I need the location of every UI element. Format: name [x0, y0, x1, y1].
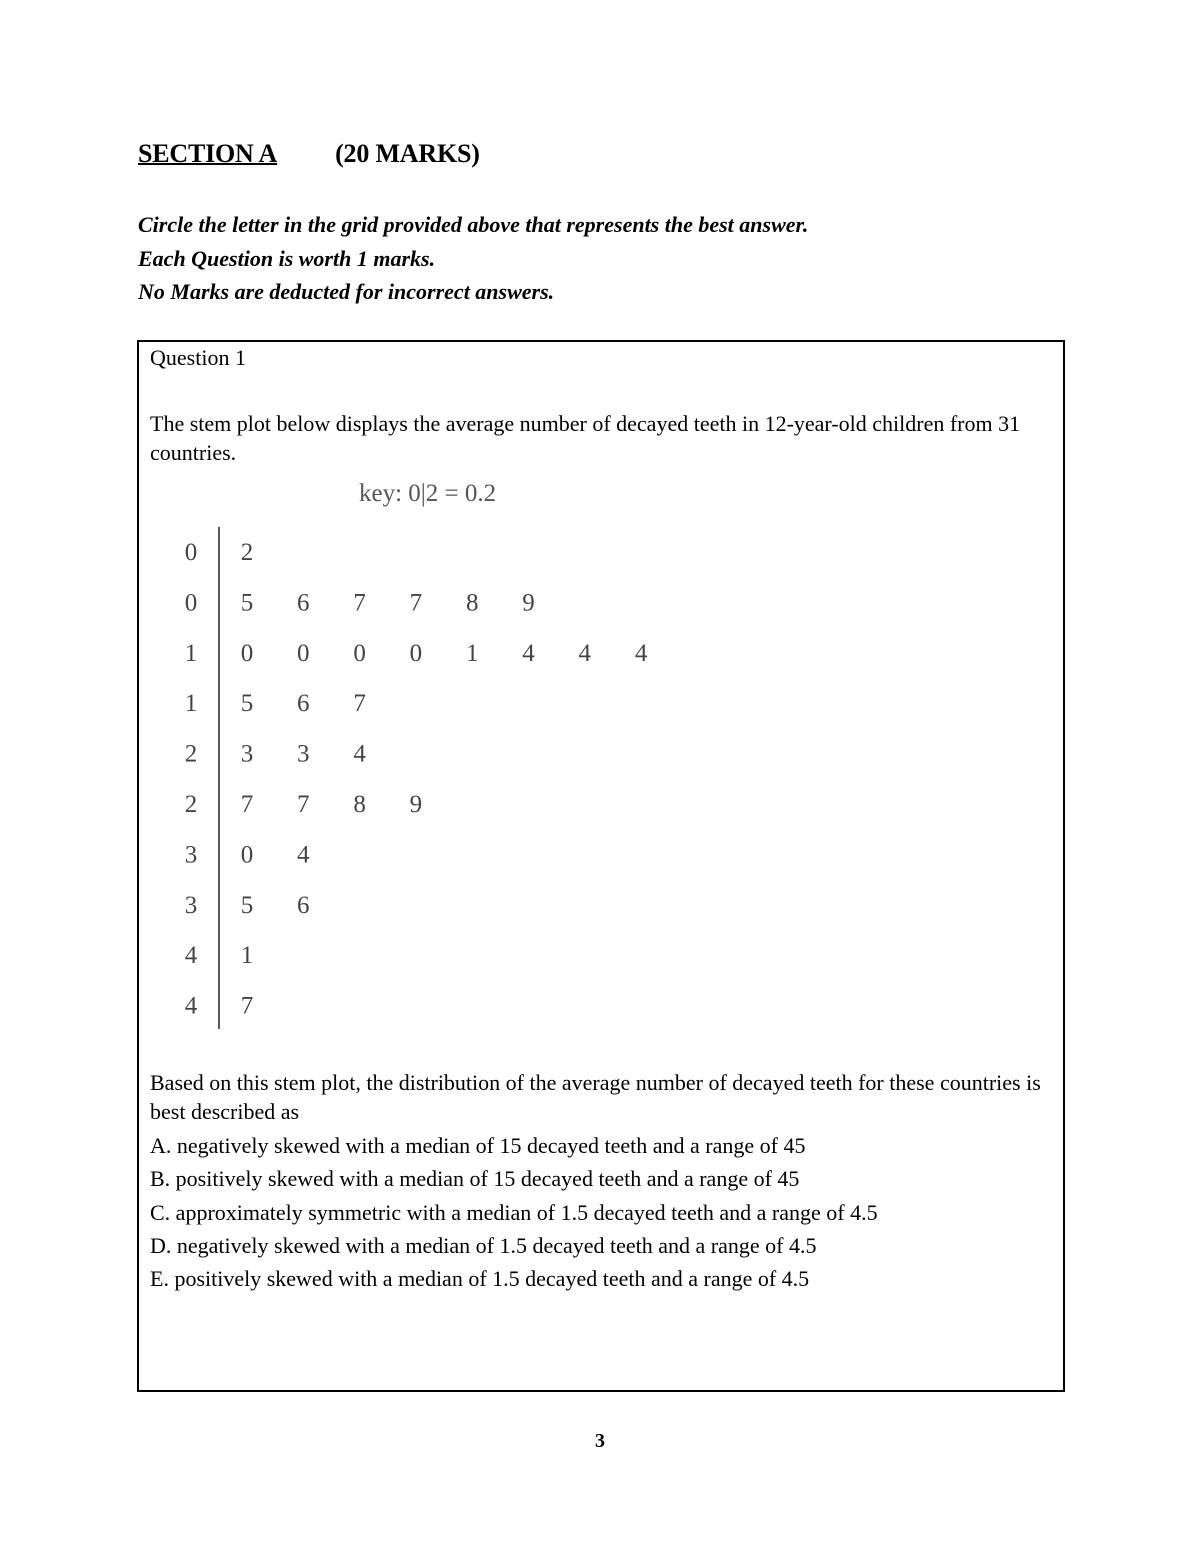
leaf-value: 3	[240, 740, 254, 768]
leaf-value: 0	[240, 841, 254, 869]
stem-value: 0	[184, 589, 198, 617]
leaf-value: 9	[522, 589, 535, 617]
leaf-value: 7	[240, 992, 254, 1020]
leaf-value: 0	[409, 639, 423, 667]
instruction-line: No Marks are deducted for incorrect answers.	[138, 279, 555, 304]
stem-plot	[139, 342, 1063, 1062]
stem-value: 4	[184, 942, 198, 970]
leaf-value: 6	[297, 690, 310, 718]
leaf-value: 7	[240, 791, 254, 818]
stem-value: 3	[184, 891, 198, 919]
stem-value: 4	[184, 992, 198, 1020]
stem-value: 1	[184, 639, 198, 667]
stem-plot-key: key: 0|2 = 0.2	[359, 480, 497, 507]
question-text: Based on this stem plot, the distribution of the average number of decayed teeth for these countries is best described as	[150, 1070, 1041, 1124]
leaf-value: 3	[297, 740, 310, 768]
stem-value: 1	[184, 690, 198, 718]
stem-value: 0	[184, 539, 198, 566]
leaf-value: 9	[409, 791, 423, 818]
leaf-value: 5	[240, 589, 254, 617]
section-heading	[138, 139, 480, 169]
leaf-value: 5	[240, 690, 254, 718]
instruction-line: Circle the letter in the grid provided above that represents the best answer.	[138, 212, 809, 237]
leaf-value: 4	[578, 639, 592, 667]
leaf-value: 7	[353, 690, 366, 718]
leaf-value: 8	[465, 589, 479, 617]
page-number: 3	[595, 1430, 605, 1452]
leaf-value: 5	[240, 891, 254, 919]
answer-option-d[interactable]: D. negatively skewed with a median of 1.5 decayed teeth and a range of 4.5	[150, 1232, 817, 1258]
leaf-value: 0	[353, 639, 366, 667]
question-number: Question 1	[150, 345, 246, 370]
question-box	[137, 340, 1065, 1392]
stem-value: 2	[184, 740, 198, 768]
leaf-value: 7	[409, 589, 423, 617]
section-marks: (20 MARKS)	[335, 139, 480, 168]
leaf-value: 4	[353, 740, 366, 768]
leaf-value: 4	[297, 841, 310, 869]
stem-value: 3	[184, 841, 198, 869]
leaf-value: 2	[240, 539, 254, 566]
leaf-value: 0	[297, 639, 310, 667]
stem-value: 2	[184, 791, 198, 818]
leaf-value: 6	[297, 589, 310, 617]
instructions	[138, 208, 808, 309]
leaf-value: 4	[634, 639, 648, 667]
leaf-value: 0	[240, 639, 254, 667]
answer-option-e[interactable]: E. positively skewed with a median of 1.5 decayed teeth and a range of 4.5	[150, 1266, 810, 1292]
leaf-value: 1	[465, 639, 479, 667]
leaf-value: 7	[353, 589, 366, 617]
leaf-value: 7	[297, 791, 310, 818]
instruction-line: Each Question is worth 1 marks.	[138, 245, 436, 271]
section-title: SECTION A	[138, 139, 278, 168]
answer-options	[150, 1129, 878, 1295]
answer-option-b[interactable]: B. positively skewed with a median of 15 decayed teeth and a range of 45	[150, 1166, 800, 1192]
answer-option-c[interactable]: C. approximately symmetric with a median of 1.5 decayed teeth and a range of 4.5	[150, 1199, 878, 1225]
leaf-value: 1	[240, 942, 254, 970]
leaf-value: 4	[522, 639, 535, 667]
answer-option-a[interactable]: A. negatively skewed with a median of 15 decayed teeth and a range of 45	[150, 1133, 806, 1158]
question-intro: The stem plot below displays the average number of decayed teeth in 12-year-old children from 31 countries.	[150, 411, 1021, 465]
leaf-value: 8	[353, 791, 366, 818]
leaf-value: 6	[297, 891, 310, 919]
